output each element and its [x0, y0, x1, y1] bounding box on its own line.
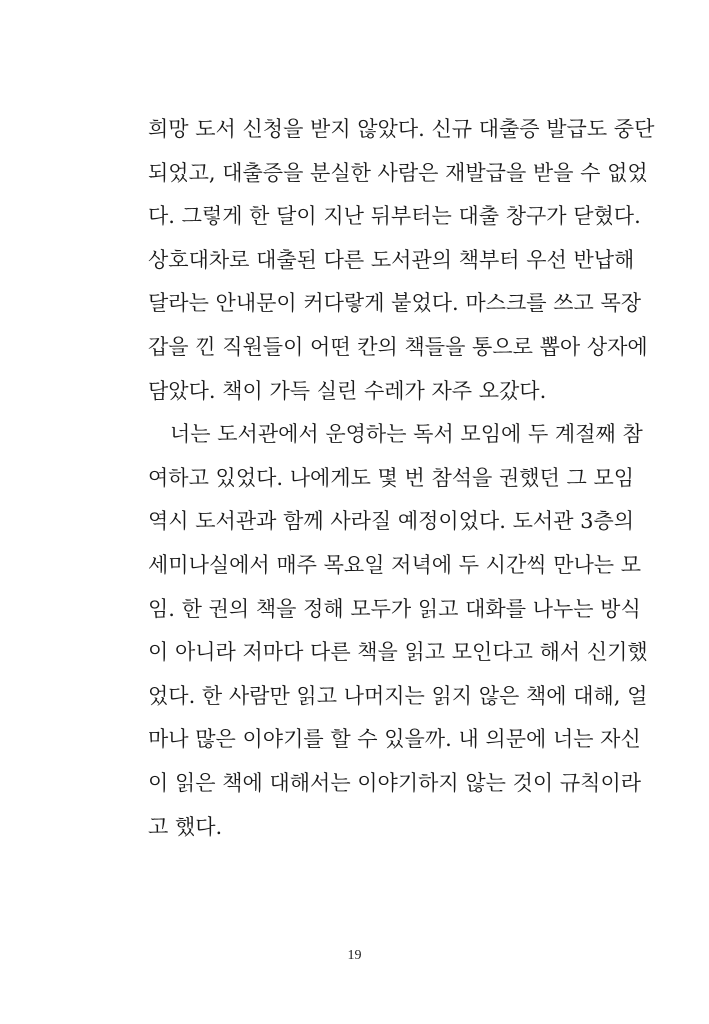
text-line: 임. 한 권의 책을 정해 모두가 읽고 대화를 나누는 방식 — [148, 596, 641, 621]
text-line: 희망 도서 신청을 받지 않았다. 신규 대출증 발급도 중단 — [148, 117, 655, 141]
text-line: 세미나실에서 매주 목요일 저녁에 두 시간씩 만나는 모 — [148, 552, 642, 577]
text-line: 이 읽은 책에 대해서는 이야기하지 않는 것이 규칙이라 — [148, 770, 642, 795]
text-line: 다. 그렇게 한 달이 지난 뒤부터는 대출 창구가 닫혔다. — [148, 204, 641, 229]
text-line: 상호대차로 대출된 다른 도서관의 책부터 우선 반납해 — [148, 247, 635, 272]
text-line: 갑을 낀 직원들이 어떤 칸의 책들을 통으로 뽑아 상자에 — [148, 334, 648, 359]
text-line: 달라는 안내문이 커다랗게 붙었다. 마스크를 쓰고 목장 — [148, 291, 642, 316]
text-line: 었다. 한 사람만 읽고 나머지는 읽지 않은 책에 대해, 얼 — [148, 683, 648, 708]
text-line: 되었고, 대출증을 분실한 사람은 재발급을 받을 수 없었 — [148, 160, 648, 185]
text-line: 이 아니라 저마다 다른 책을 읽고 모인다고 해서 신기했 — [148, 640, 648, 665]
body-text — [148, 108, 655, 849]
text-line: 담았다. 책이 가득 실린 수레가 자주 오갔다. — [148, 378, 547, 403]
text-line: 여하고 있었다. 나에게도 몇 번 참석을 권했던 그 모임 — [148, 465, 635, 490]
text-line: 마나 많은 이야기를 할 수 있을까. 내 의문에 너는 자신 — [148, 727, 641, 752]
page-number: 19 — [347, 948, 362, 963]
text-line: 너는 도서관에서 운영하는 독서 모임에 두 계절째 참 — [170, 422, 643, 447]
text-line: 고 했다. — [148, 814, 223, 839]
text-line: 역시 도서관과 함께 사라질 예정이었다. 도서관 3층의 — [148, 509, 635, 534]
